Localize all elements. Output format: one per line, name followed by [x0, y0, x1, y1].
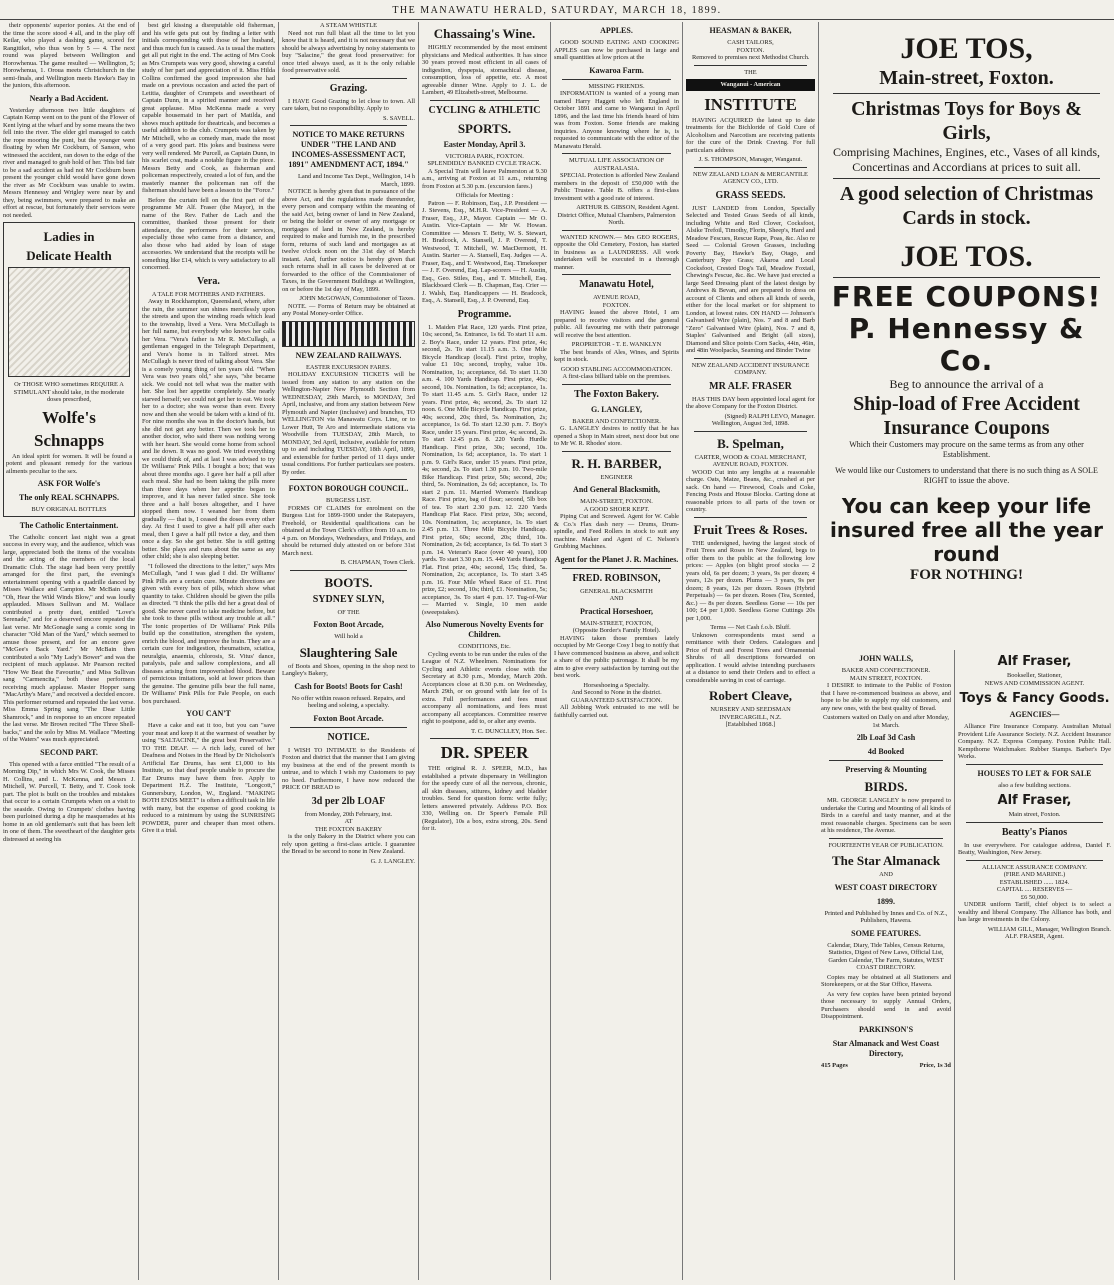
- land-tax-name: JOHN McGOWAN, Commissioner of Taxes.: [299, 295, 415, 302]
- cleave-town: INVERCARGILL, N.Z.: [719, 713, 782, 721]
- barber-trade-2: And General Blacksmith,: [573, 485, 660, 494]
- vera-text: Away in Rockhampton, Queensland, where, after the rain, the summer sun shines mercilessly upon the streets and upon the winding roads which lead to the township, lived a Vera. Vera McCullagh is her full name, but everybody who knows her calls her Vera. "Vera's father is Mr R. McCullagh, a gentleman engaged in the Telegraph Department, and Vera's home is in Talford street. Mrs McCullagh is never tired of talking about Vera. She is a comely young thing of ten years old. "When Vera was two years old," she says, "she became sick. We could not tell what was the matter with her. She lost her appetite completely. She nearly starved herself; we could not get her to eat. We took her to a doctor; she was worse than ever. Every now and then she would be taken with a kind of fit. For nine months she was in the doctor's hands, but she did not get any better. Then we took her to another doctor, who said there was nothing wrong with her heart. She would come home from school and lie down. It was no good. We tried everything we could think of, and at last I was advised to try Dr Williams' Pink Pills. I bought a box; that was about three months ago. I gave her half a pill after each meal. She had no been taking the pills more than three days when her appetite began to improve, and it has never failed since. She took three and a half boxes altogether, and I have stopped them now. I weaned her from them gradually — that is, I ceased the doses every other day. At first I used to give a half pill after each meal, then I gave a half pill twice a day, and then once a day. So she got better. She is still getting better. She plays and runs about the same as any other child; she is also sleeping better.: [142, 298, 275, 560]
- spelman-trade: CARTER, WOOD & COAL MERCHANT,: [694, 453, 807, 461]
- bakery-headline: The Foxton Bakery.: [574, 388, 659, 400]
- programme-headline: Programme.: [457, 308, 512, 320]
- mutual-name: ARTHUR B. GIBSON, Resident Agent.: [576, 204, 679, 211]
- schnapps-bottles: BUY ORIGINAL BOTTLES: [31, 506, 107, 513]
- schnapps-ad-text: Or THOSE WHO sometimes REQUIRE A STIMULANT should take, in the moderate doses prescribed,: [13, 381, 125, 403]
- steam-whistle-headline: A STEAM WHISTLE: [319, 22, 378, 29]
- schnapps-brand-1: Wolfe's: [42, 407, 96, 427]
- joe-tos-street: Main-street, Foxton.: [879, 67, 1054, 89]
- divider: [562, 451, 671, 452]
- institute-name: J. S. THOMPSON, Manager, Wanganui.: [698, 156, 803, 163]
- joe-tos-headline: JOE TOS,: [900, 32, 1033, 65]
- land-tax-note: NOTE. — Forms of Return may be obtained at any Postal Money-order Office.: [282, 302, 415, 317]
- wanted-text: WANTED KNOWN.— Mrs GEO ROGERS, opposite the Old Cemetery, Foxton, has started in business as a LAUNDRESS. All work undertaken will be executed in a thorough manner.: [554, 233, 679, 271]
- divider: [562, 79, 671, 80]
- fruit-headline: Fruit Trees & Roses.: [693, 521, 808, 537]
- spelman-street: AVENUE ROAD, FOXTON.: [712, 461, 789, 468]
- burgess-sub: BURGESS LIST.: [326, 497, 371, 504]
- hotel-brands: The best brands of Ales, Wines, and Spirits kept in stock.: [554, 348, 679, 363]
- nzloan-headline: NEW ZEALAND LOAN & MERCANTILE AGENCY CO., LTD.: [693, 170, 808, 185]
- spelman-text: WOOD Cut into any lengths at a reasonable charge. Oats, Maize, Beans, &c., crushed at per sack. On hand — Firewood, Coals and Coke, Fencing Posts and House Blocks. Carting done at reasonable prices to all parts of the town or country.: [686, 468, 815, 513]
- pages: 415 Pages: [821, 1061, 848, 1069]
- fraser-headline: Alf Fraser,: [997, 654, 1072, 669]
- star-and: AND: [879, 871, 893, 878]
- schnapps-ask: ASK FOR Wolfe's: [37, 479, 101, 488]
- hotel-town: FOXTON.: [602, 301, 631, 309]
- institute-banner: Wanganui - American: [686, 79, 815, 91]
- cleave-trade: NURSERY AND SEEDSMAN: [710, 706, 791, 713]
- bread-name: G. J. LANGLEY.: [370, 857, 415, 865]
- birds-headline: BIRDS.: [864, 779, 908, 794]
- robinson-text: HAVING taken those premises lately occupied by Mr George Cosy I beg to notify that I have commenced business as above, and solicit a share of the public patronage. It shall be my aim to give every satisfaction by turning out the best work.: [554, 634, 679, 679]
- agencies-text: Alliance Fire Insurance Company. Australian Mutual Provident Life Assurance Society. N.Z. Accident Insurance Company. N.Z. Express Company. Foxton Public Hall. Kempthorne Watchmaker. Rubber Stamps. Barber's Dye Works.: [958, 723, 1111, 760]
- heasman-town: FOXTON.: [736, 46, 765, 54]
- alliance-text: UNDER uniform Tariff, chief object is to select a wealthy and liberal Company. The Alliance has both, and has large investments in the Colony.: [958, 901, 1111, 923]
- catholic-continued: best girl kissing a disreputable old fisherman, and his wife gets put out by finding a letter with initials corresponding with those of her husband, and thus much fun is caused. As is usual the matters get all put right in the end. The acting of Mrs Cook as Mrs Crumpets was very good, showing a careful study of her part and appreciation of it. Miss Hilda Collins confirmed the good impression she had made on a previous occasion and acted the part of Letitia, daughter of Crumpets and sweetheart of Captain Dunn, in a spirited manner and received great applause. Miss McKenna made a very capable housemaid in her part of Matilda, and shows much aptitude for theatricals, and becomes a useful addition to the club. Crumpets was taken by Mr Mitchell, who as comedy man, made the most of a very good part. His jokes and business were very well rendered. Mr Purcell, as Captain Dunn, in his scarlet coat, made a notable figure in the piece. Messrs Betty and Cook, as fisherman and policeman respectively, created a lot of fun, and the masterly manner the policeman ran off the fisherman should have been a lesson to the "Force.": [142, 22, 275, 194]
- hotel-headline: Manawatu Hotel,: [579, 279, 654, 290]
- fraser-trade: Bookseller, Stationer,: [1006, 672, 1063, 679]
- boots-note: No offer within reason refused. Repairs, and heeling and soleing, a specialty.: [291, 694, 406, 709]
- second-part-text: This opened with a farce entitled "The result of a Morning Dip," in which Mrs W. Cook, the Misses H. Collins, and L. McKenna, and Messrs J. Mitchell, W. Purcell, T. Betty, and T. Cook took part. The plot is built on the troubles and mistakes that occur to a certain Crumpets when on a visit to the seaside. Owing to Crumpets' clothes having been purloined during a dip he masquerades at his home in an old gentleman's suit that has been left in one of them. The sweetheart of the daughter gets distressed at seeing his: [3, 760, 135, 843]
- divider: [430, 100, 539, 101]
- lady-illustration: [8, 267, 130, 377]
- burgess-name: B. CHAPMAN, Town Clerk.: [340, 559, 415, 566]
- land-tax-text: NOTICE is hereby given that in pursuance of the above Act, and the regulations made thereunder, every person and company within the meaning of the said Act, being owner of land in New Zealand, or being the holder or owner of any mortgage or mortgages of land in New Zealand, is hereby required to make and furnish me, in the prescribed form, returns of such land and mortgages as at twelve o'clock noon on the 31st day of March instant. And, further notice is hereby given that such returns shall in all cases be delivered at or forwarded to the office of the Commissioner of Taxes, in the Government Buildings at Wellington, on or before the 1st day of May, 1899.: [282, 188, 415, 293]
- accident-ins-text: HAS THIS DAY been appointed local agent for the above Company for the Foxton District.: [686, 395, 815, 410]
- beatty-headline: Beatty's Pianos: [1001, 826, 1068, 838]
- grass-seeds-headline: GRASS SEEDS.: [715, 189, 786, 201]
- mutual-text: SPECIAL Protection is afforded New Zealand members in the deposit of £50,000 with the Public Trustee. Table B. offers a first-class investment with a good rate of interest.: [554, 172, 679, 202]
- schnapps-brand-2: Schnapps: [34, 430, 104, 450]
- grazing-headline: Grazing.: [329, 82, 368, 94]
- nzloan-text: JUST LANDED from London, Specially Selected and Tested Grass Seeds of all kinds, including White and Red Clover, Cocksfoot, Alsike Trefoil, Timothy, Florin, Sheep's, Hard and Meadow Fescues, Rescue Rape, Poas, &c. Also re Seed — Colonial Grown Grasses, including Poverty Bay, Hawke's Bay, Otago, and Canterbury Rye Grass; Akaroa and Local Cocksfoot, Crested Dog's Tail, Meadow Foxtail, Chewing's Fescue, &c. &c. We have just erected a large Seed Dressing plant of the latest design by Andrews & Bevan, and are prepared to dress on account of Clients and others all kinds of seeds, either for the local market or for shipment to London, at lowest rates. ON HAND — Johnson's Galvanised Wire (plain), Nos. 7 and 8 and Barb "Zero" Galvanised Wire (plain), Nos. 7 and 8, Staples' Galvanised and Bright (all sizes), Diamond and Slice points Corn Sacks, 44in, 46in, and 48in Woolpacks, Seaming and Binder Twine: [686, 204, 815, 354]
- wine-headline: Chassaing's Wine.: [433, 26, 536, 41]
- divider: [833, 93, 1100, 94]
- officials-text: Patron — F. Robinson, Esq., J.P. President — J. Stevens, Esq., M.H.R. Vice-President — A. Fraser, Esq., J.P., Mayor. Captain — Mr O. Austin. Vice-Captain — Mr W. Howan. Committee — Messrs T. Betty, W. S. Stewart, H. Bradcock, A. Stansell, J. P. Overend, T. Westwood, T. Mitchell, W. MacDermott, H. Austin. Starter — A. Stansell, Esq. Judges — A. Fraser, Esq., and T. Westwood, Esq. Timekeeper — J. F. Overend, Esq. Lap-scorers — H. Austin, Esq., Geo. Stiles, Esq., and T. Mitchell, Esq. Blackboard Clerk — B. Chapman, Esq. Crier — J. Walsh, Esq. Handicappers — H. Bradcock, Esq., A. Stansell, Esq., J. P. Overend, Esq.: [422, 199, 547, 304]
- train-text: A Special Train will leave Palmerston at 9.30 a.m., arriving at Foxton at 11 a.m., returning from Foxton at 5.30 p.m. (excursion fares.): [422, 167, 547, 190]
- toys-headline: Toys & Fancy Goods.: [959, 691, 1110, 706]
- accident-headline: Nearly a Bad Accident.: [29, 93, 109, 103]
- schnapps-ad: [3, 222, 135, 517]
- price-row: [821, 1062, 951, 1070]
- column-7: [818, 650, 954, 1280]
- column-5: [550, 22, 682, 1280]
- you-cant-text: Have a cake and eat it too, but you can "save your meat and keep it at the warmest of weather by using "SALTACINE," the great best Preservative." TO THE DEAF. — A rich lady, cured of her Deafness and Noises in the Head by Dr Nicholson's Artificial Ear Drums, has sent £1,000 to his Institute, so that deaf people unable to procure the Ear Drums may have them free. Apply to Department H.Z. The Institute, "Longcott," Gunnersbury, London, W., England. "MAKING BOTH ENDS MEET" is often a difficult task in life with many, but the expense of good cooking is reduced to a minimum by using the SUNRISING POWDER, purer and cheaper than most others. Give it a trial.: [142, 722, 275, 834]
- institute-headline: INSTITUTE: [704, 94, 797, 114]
- easter-date: Easter Monday, April 3.: [443, 139, 526, 149]
- catholic-text: The Catholic concert last night was a great success in every way, and the audience, which was large, appreciated both the items of the vocalists and the acting of the members of the local Dramatic Club. The stage had been very prettily arranged for the first part, the evening's entertainment opening with a quadrille danced by Misses Wallace and Campion. Mr McBain sang "Oh, Hear the Wild Winds Blow," and was loudly applauded. Misses Sullivan and M. Wallace contributed a pretty duet, entitled "Love's Serenade," and for a deserved encore repeated the last verse. Mr McGonagle sang a comic song in character "Old Man of the Yard," which seemed to amuse those present, and for an encore gave "McGee's Back Yard." Mr McBain then contributed a solo "My Lady's Bower" and was the recipient of much applause. Mr Pearson recited "How We Beat the Favourite," and Miss Sullivan sang "Carmencita," both these performers receiving much applause. Master Hopper sang "MacArthy's Mare," and received a decided encore. This performer returned and repeated the last verse. Miss Emma Spring sang "The Dear Little Shamrock," and in response to an encore repeated the last verse. Mr Brown recited "The Three Shell-backs," and the solo by Miss M. Wallace "Meeting of the Waters" was much appreciated.: [3, 533, 136, 743]
- christmas-toys-text: Comprising Machines, Engines, etc., Vases of all kinds, Concertinas and Accordians at prices to suit all.: [832, 145, 1101, 174]
- robinson-jobbing: All Jobbing Work entrusted to me will be faithfully carried out.: [554, 704, 679, 719]
- fruit-text: THE undersigned, having the largest stock of Fruit Trees and Roses in New Zealand, begs to offer them to the public at the following low prices: — Apples (on blight proof stocks — 2 years old, 6s per dozen; 3 years, 9s per dozen; 4 years, 12s per dozen. Plums — 3 years, 9s per dozen; 8 years, 12s per dozen. Roses (Hybrid Perpetuals) — 6s per dozen. Roses (Tea, Scented, &c.) — 8s per dozen. Seedless Gorse — 10s per 100; £4 per 1,000. Seedless Gorse Cuttings 20s per 1,000.: [686, 539, 815, 622]
- venue: VICTORIA PARK, FOXTON.: [445, 152, 524, 160]
- spelman-headline: B. Spelman,: [717, 435, 784, 451]
- institute-the: THE: [744, 68, 757, 76]
- column-8: [954, 650, 1114, 1280]
- for-nothing: FOR NOTHING!: [910, 567, 1023, 583]
- wide-advertisement: [818, 22, 1114, 647]
- barber-shoer: A GOOD SHOER KEPT.: [583, 505, 650, 513]
- second-part-headline: SECOND PART.: [40, 747, 98, 757]
- boots-cash: Cash for Boots! Boots for Cash!: [294, 681, 403, 691]
- alliance-agent: ALF. FRASER, Agent.: [1005, 933, 1064, 940]
- speer-headline: DR. SPEER: [440, 743, 529, 762]
- copies-text: Copies may be obtained at all Stationers and Storekeepers, or at the Star Office, Hawera.: [821, 973, 951, 988]
- walls-daily: Customers waited on Daily on and after Monday, 1st March.: [823, 714, 949, 729]
- star-year: FOURTEENTH YEAR OF PUBLICATION.: [828, 841, 944, 849]
- accident-ins-signature: (Signed) RALPH LEVO, Manager.: [724, 412, 815, 420]
- divider: [833, 178, 1100, 179]
- hotel-stabling: GOOD STABLING ACCOMMODATION.: [560, 365, 673, 373]
- divider: [430, 738, 539, 739]
- divider: [966, 860, 1103, 861]
- railways-text: HOLIDAY EXCURSION TICKETS will be issued from any station to any station on the Wellington-Napier New Plymouth Section from WEDNESDAY, 29th March, to MONDAY, 3rd April, inclusive, and from any station between New Plymouth and Napier (inclusive) and branches, TO WELLINGTON via Manawatu Coys. Line, or to Lower Hutt, Te Aro and intermediate stations via Woodville from TUESDAY, 28th March, to MONDAY, 3rd April, inclusive, available for return up to and including TUESDAY, 18th April, 1899, and extensible for further period of 11 days under usual conditions. For further particulars see posters. By order.: [282, 371, 415, 476]
- robinson-trade-2: Practical Horseshoer,: [579, 606, 653, 616]
- apples-headline: APPLES.: [600, 26, 633, 35]
- alliance-sub: (FIRE AND MARINE.): [1003, 871, 1066, 878]
- bread-text-2: is the only Bakery in the District where you can rely upon getting a first-class article. I guarantee the Bread to be second to none in New Zealand.: [282, 833, 415, 855]
- programme-text: 1. Maiden Flat Race, 120 yards. First prize, 10s; second, 5s. Entrance, 1s 6d. To start 11 a.m. 2. Boy's Race, under 12 years. First prize, 4s; second, 2s. To start 11.15 a.m. 3. One Mile Bicycle Handicap (local). First prize, trophy, value £1 10s; second, trophy, value 10s. Nomination, 1s; acceptance, 6d. To start 11.30 a.m. 4. 100 Yards Handicap. First prize, 40s; second, 10s. Nomination, 1s 6d; acceptance, 1s. To start 11.45 a.m. 5. Girl's Race, under 12 years. First prize, 4s; second, 2s. To start 12 noon. 6. One Mile Bicycle Handicap. First prize, 40s; second, 20s; third, 5s. Nomination, 2s; acceptance, 1s 6d. To start 12.30 p.m. 7. Boy's Race, under 15 years. First prize, 4s; second, 2s. To start 12.45 p.m. 8. 220 Yards Hurdle Handicap. First prize, 30s; second, 10s. Nomination, 1s 6d; acceptance, 1s. To start 1 p.m. 9. Girl's Race, under 15 years. First prize, 4s; second, 2s. To start 1.30 p.m. 10. Two-mile Bike Handicap. First prize, 50s; second, 20s; third, 5s. Nomination, 2s 6d; acceptance, 1s. To start 2 p.m. 11. Married Women's Handicap Race. First prize, bag of flour; second, 5lb box of tea. To start 2.30 p.m. 12. 220 Yards Handicap Flat Race. First prize, 30s; second, 10s. Nomination, 1s; acceptance, 1s. To start 2.45 p.m. 13. Three Mile Bicycle Handicap. First prize, 60s; second, 20s; third, 10s. Nomination, 2s 6d; acceptance, 1s 6d. To start 3 p.m. 14. Veteran's Race (over 40 years), 100 yards. To start 3.30 p.m. 15. 440 Yards Handicap Flat. First prize, 40s; second, 15s; third, 5s. Nomination, 2s; acceptance, 1s. To start 3.45 p.m. 16. Four Mile Wheel Race of £1. First prize, £2; second, 10s; third, £1. Nomination, 5s; acceptance, 3s. To start 4 p.m. 17. Tug-of-War — Married v. Single, 10 men aside (sweepstakes).: [422, 323, 547, 616]
- star-almanack-footer: Star Almanack and West Coast Directory,: [832, 1038, 940, 1058]
- planet-agent: Agent for the Planet J. R. Machines.: [554, 554, 679, 564]
- track: SPLENDIDLY BANKED CYCLE TRACK.: [427, 160, 542, 167]
- divider: [833, 277, 1100, 278]
- robinson-headline: FRED. ROBINSON,: [572, 572, 661, 584]
- bread-notice-headline: NOTICE.: [327, 731, 370, 743]
- alliance-headline: ALLIANCE ASSURANCE COMPANY.: [982, 863, 1087, 871]
- divider: [562, 230, 671, 231]
- grazing-name: S. SAVELL.: [382, 114, 415, 122]
- mutual-headline: MUTUAL LIFE ASSOCIATION OF AUSTRALASIA.: [568, 157, 665, 172]
- robinson-and: AND: [609, 595, 624, 602]
- robinson-guarantee: GUARANTEED SATISFACTION.: [570, 696, 663, 704]
- column-6: [682, 22, 818, 1280]
- divider: [694, 358, 807, 359]
- bread-at: AT: [344, 818, 353, 825]
- schnapps-ad-title-1: Ladies in: [43, 229, 95, 244]
- features-headline: SOME FEATURES.: [851, 928, 921, 938]
- institute-text: HAVING ACQUIRED the latest up to date treatments for the Bichloride of Gold Cure of Alcoholism and Narcotism are receiving patients for the cure of the Drink Craving. For full particulars address: [686, 116, 815, 154]
- walls-loaf: 2lb Loaf 3d Cash: [856, 733, 916, 742]
- christmas-toys: Christmas Toys for Boys & Girls,: [851, 98, 1082, 144]
- boots-will: Will hold a: [334, 633, 363, 640]
- divider: [829, 838, 943, 839]
- divider: [829, 760, 943, 761]
- mutual-office: District Office, Mutual Chambers, Palmerston North.: [557, 211, 676, 226]
- column-4: [418, 22, 550, 1280]
- novelty-headline: Also Numerous Novelty Events for Children.: [425, 620, 544, 639]
- hotel-billiard: A first-class billiard table on the premises.: [562, 373, 671, 380]
- joe-tos-signature: JOE TOS.: [900, 240, 1033, 273]
- copies-text-2: As very few copies have been printed beyond those necessary to supply Annual Orders, Purchasers should send in and avoid Disappointment.: [821, 990, 951, 1020]
- catholic-closing: Before the curtain fell on the first part of the programme Mr Alf. Fraser (the Mayor), in the name of the Rev. Father de Lach and the committee, thanked those present for their attendance, the performers for their services, especially those who came from a distance, and also those who had aided by loan of stage accessories. We understand that the receipts will be something like £14, which is very satisfactory to all concerned.: [142, 196, 275, 271]
- star-printed: Printed and Published by Innes and Co. of N.Z., Publishers, Hawera.: [824, 909, 948, 924]
- robinson-trade: GENERAL BLACKSMITH: [580, 587, 653, 595]
- divider: [290, 125, 407, 126]
- divider: [694, 167, 807, 168]
- parkinson-headline: PARKINSON'S: [858, 1024, 914, 1034]
- fruit-text-2: Unknown correspondents must send a remittance with their Orders. Catalogues and Price of Fruit and Forest Trees and Ornamental Shrubs of all descriptions forwarded on application. I would advise intending purchasers at a distance to send their Orders and to effect a considerable saving in cost of carriage.: [686, 631, 815, 684]
- alliance-established: ESTABLISHED ...... 1824.: [999, 878, 1070, 886]
- missing-headline: MISSING FRIENDS.: [588, 82, 645, 90]
- wine-text: HIGHLY recommended by the most eminent physicians and Medical authorities. It has since 30 years proved most efficient in all cases of indigestion, dyspepsia, stomachical disease, consumption, loss of appetite, etc. A most agreeable dinner Wine. Apply to J. L. de Lambert, 49 Elizabeth-street, Melbourne.: [422, 44, 547, 96]
- fruit-terms: Terms — Net Cash f.o.b. Bluff.: [710, 624, 791, 631]
- train-icon: [282, 321, 415, 347]
- preserving-headline: Preserving & Mounting: [845, 765, 927, 774]
- conditions-headline: CONDITIONS, Etc.: [458, 643, 511, 650]
- boots-arcade: Foxton Boot Arcade,: [313, 620, 384, 629]
- bread-notice-text: I WISH TO INTIMATE to the Residents of Foxton and district that the manner that I am giving my business at the end of the present month is untrue, and to which I wish my Customers to pay no heed. Furthermore, I have now reduced the PRICE OF BREAD to: [282, 746, 415, 791]
- cleave-headline: Robert Cleave,: [708, 688, 793, 703]
- burgess-text: FORMS OF CLAIMS for enrolment on the Burgess List for 1899-1900 under the Ratepayers, Freehold, or Residential qualifications can be obtained at the Town Clerk's office from 10 a.m. to 4 p.m. on Mondays, Wednesdays, and Fridays, and should be returned duly attested on or before 31st March next.: [282, 504, 415, 557]
- divider: [562, 384, 671, 385]
- robinson-opposite: (Opposite Border's Family Hotel).: [572, 627, 661, 634]
- walls-street: MAIN STREET, FOXTON.: [849, 674, 923, 682]
- boots-arcade-2: Foxton Boot Arcade.: [313, 713, 384, 723]
- divider: [290, 727, 407, 728]
- beatty-text: In use everywhere. For catalogue address, Daniel F. Beatty, Washington, New Jersey.: [958, 841, 1111, 856]
- barber-headline: R. H. BARBER,: [571, 455, 662, 471]
- fraser-headline-2: Alf Fraser,: [997, 793, 1072, 808]
- apples-text: GOOD SOUND EATING AND COOKING APPLES can now be purchased in large and small quantities at low prices at the: [554, 39, 679, 61]
- birds-text: MR. GEORGE LANGLEY is now prepared to undertake the Curing and Mounting of all kinds of Birds in a careful and tasty manner, and at the most reasonable charges. Specimens can be seen at his residence, The Avenue.: [821, 797, 951, 834]
- column-2: [138, 22, 278, 1280]
- you-cant-headline: YOU CAN'T: [186, 709, 231, 718]
- bread-price: 3d per 2lb LOAF: [311, 795, 386, 807]
- walls-trade: BAKER AND CONFECTIONER.: [841, 667, 931, 674]
- cleave-established: [Established 1868.]: [725, 721, 776, 728]
- houses-headline: HOUSES TO LET & FOR SALE: [977, 768, 1092, 778]
- which-text: Which their Customers may procure on the same terms as from any other Establishment.: [849, 440, 1084, 459]
- hennessy-headline: P. Hennessy & Co.: [848, 312, 1085, 377]
- star-headline: The Star Almanack: [831, 853, 941, 868]
- boots-sale: Slaughtering Sale: [299, 644, 398, 660]
- robinson-notice: And Second to None in the district.: [571, 689, 662, 696]
- hennessy-announce: Beg to announce the arrival of a: [889, 377, 1044, 391]
- features-text: Calendar, Diary, Tide Tables, Census Returns, Statistics, Digest of New Laws, Official List, Garden Calendar, The Farm, Statutes, WEST COAST DIRECTORY.: [827, 941, 945, 971]
- robinson-special: Horseshoeing a Specialty.: [583, 681, 650, 689]
- cycling-headline: CYCLING & ATHLETIC: [428, 104, 541, 116]
- alliance-name: WILLIAM GILL, Manager, Wellington Branch.: [987, 925, 1111, 933]
- divider: [694, 517, 807, 518]
- bakery-text: G. LANGLEY desires to notify that he has opened a Shop in Main street, next door but one to Mr W. R. Rhodes' store.: [554, 425, 679, 447]
- hotel-text: HAVING leased the above Hotel, I am prepared to receive visitors and the general public. All favouring me with their patronage will receive the best attention.: [554, 309, 679, 339]
- divider: [562, 568, 671, 569]
- divider: [694, 431, 807, 432]
- star-directory: WEST COAST DIRECTORY: [834, 882, 938, 892]
- christmas-cards: A good selection of Christmas Cards in stock.: [839, 183, 1094, 229]
- divider: [562, 153, 671, 154]
- grazing-text: I HAVE Good Grazing to let close to town. All care taken, but no responsibility. Apply to: [282, 97, 415, 112]
- barber-street: MAIN-STREET, FOXTON.: [580, 498, 653, 505]
- robinson-street: MAIN-STREET, FOXTON,: [580, 619, 653, 627]
- boots-name: SYDNEY SLYN,: [312, 593, 385, 605]
- railways-headline: NEW ZEALAND RAILWAYS.: [295, 350, 402, 360]
- vera-text-2: "I followed the directions to the letter," says Mrs McCullagh, "and I was glad I did. Dr Williams' Pink Pills are a certain cure. Minute directions are given with every box of pills, which show what quantity to take. Children should be given the pills as directed. "I think the pills did her a great deal of good. She never cared to take medicine before, but she took to these pills without any trouble at all." The tonic properties of Dr Williams' Pink Pills build up the constitution, strengthen the system, enrich the blood, and improve the brain. They are a certain cure for indigestion, rheumatism, sciatica, neuralgia, anaemia, chlorosis, St. Vitus' dance, paralysis, pale and sallow complexions, and all diseases arising from impoverished blood. Beware of pernicious imitations, sold at lower prices than the genuine. The genuine pills bear the full name, Dr Williams' Pink Pills for Pale People, on each box purchased.: [142, 562, 275, 705]
- sport-text: their opponents' superior ponies. At the end of the time the score stood 4 all, and in the play off Keilar, who played a dashing game, scored for Rangitikei, who thus won by 5 — 4. The next round was played between Wellington and Horowhenua. The game resulted — Wellington, 5; Horowhenua, 1. Oroua meets Christchurch in the semi-finals, and Wellington meets Hawke's Bay in the juniors, this afternoon.: [3, 22, 135, 89]
- walls-booked: 4d Booked: [867, 747, 905, 756]
- masthead: THE MANAWATU HERALD, SATURDAY, MARCH 18, 1899.: [0, 0, 1114, 20]
- railways-sub: EASTER EXCURSION FARES.: [306, 363, 391, 371]
- land-tax-place: Land and Income Tax Dept., Wellington, 14 h March, 1899.: [297, 173, 415, 188]
- column-3: [278, 22, 418, 1280]
- fraser-news: NEWS AND COMMISSION AGENT.: [984, 679, 1085, 687]
- alliance-amount: £6 50,000.: [1020, 893, 1049, 901]
- schnapps-ad-body: An ideal spirit for women. It will be found a potent and pleasant remedy for the various ailments peculiar to the sex.: [6, 452, 132, 475]
- boots-headline: BOOTS.: [324, 574, 373, 590]
- boots-text: of Boots and Shoes, opening in the shop next to Langley's Bakery,: [282, 662, 415, 677]
- accident-ins-agent: MR ALF. FRASER: [709, 380, 792, 392]
- speer-text: THE original R. J. SPEER, M.D., has established a private dispensary in Wellington for the speedy cure of all the nervous, chronic, all skin diseases, stitures, kidney and bladder troubles. Send for question form: write fully; letters answered privately. Address P.O. Box 330, Welling on. Dr Speer's Female Pill (Regulator), 10s a box, extra strong, 20s. Send for it.: [422, 765, 547, 832]
- accident-text: Yesterday afternoon two little daughters of Captain Kemp went on to the punt of the Flower of Kent lying at the wharf and by some means the two fell into the river. The elder girl managed to catch the rope mooring the punt, but the younger went floating by when Mr Cockburn, of Sanson, who witnessed the accident, ran down to the edge of the river and managed to grab hold of her. This bid fair to be a sad accident as had not Mr Cockburn been present the younger child would have gone down the river as Mr Cockburn was unable to swim. Messrs Hennessy and Wrigley were near by and they, being swimmers, were prepared to make an effort at rescue, but fortunately their services were not needed.: [3, 106, 135, 219]
- vera-subheadline: A TALE FOR MOTHERS AND FATHERS.: [151, 290, 266, 298]
- divider: [290, 78, 407, 79]
- divider: [694, 65, 807, 66]
- houses-text: also a few building sections.: [998, 781, 1071, 789]
- agencies-headline: AGENCIES—: [1009, 710, 1060, 719]
- ship-load-headline: Ship-load of Free Accident Insurance Coupons: [853, 393, 1080, 439]
- heasman-headline: HEASMAN & BAKER,: [709, 26, 792, 35]
- hotel-street: AVENUE ROAD,: [593, 294, 640, 301]
- walls-text: I DESIRE to intimate to the Public of Foxton that I have re-commenced business as above, and hope to be able to supply my old customers, and any new ones, with the best quality of Bread.: [821, 682, 951, 712]
- catholic-headline: The Catholic Entertainment.: [19, 520, 119, 530]
- divider: [966, 764, 1103, 765]
- officials-headline: Officials for Meeting :: [455, 192, 514, 199]
- bread-bakery: THE FOXTON BAKERY: [314, 825, 383, 833]
- alliance-capital: CAPITAL .... RESERVES —: [996, 886, 1073, 893]
- divider: [966, 822, 1103, 823]
- steam-whistle-text: Need not run full blast all the time to let you know that it is heard, and it is not necessary that we should be always advertising by noisy statements to buy "Salacine," the great food preservative: for once tried always used, as it is the only reliable food preservative sold.: [282, 29, 415, 74]
- barber-text: Piping Cut and Screwed. Agent for W. Cable & Co.'s Flax dash nery — Drums, Drum-spindle, and Feed Rollers in stock to suit any machine. Maker and Agent of C. Nelson's Grubbing Machines.: [554, 513, 679, 550]
- column-1: [0, 22, 138, 1280]
- schnapps-only: The only REAL SCHNAPPS.: [18, 493, 120, 502]
- divider: [290, 479, 407, 480]
- missing-text: INFORMATION is wanted of a young man named Harry Haggett who left England in October 1891 and came to Wanganui in April 1896, and the last time his friends heard of him was from Foxton. Some friends are making inquiries. Anyone knowing where he is, is requested to communicate with the editor of the Manawatu Herald.: [554, 90, 679, 150]
- heasman-trade: CASH TAILORS,: [727, 39, 774, 46]
- fraser-street: Main street, Foxton.: [1008, 811, 1061, 818]
- keep-insured-headline: You can keep your life insured free all the year round: [829, 494, 1104, 566]
- hotel-proprietor: PROPRIETOR - T. E. WANKLYN: [571, 341, 662, 348]
- land-tax-headline: NOTICE TO MAKE RETURNS UNDER "THE LAND AND INCOMES-ASSESSMENT ACT, 1891" AMENDMENT ACT, 1894.": [288, 130, 409, 169]
- divider: [290, 570, 407, 571]
- divider: [562, 274, 671, 275]
- vera-headline: Vera.: [197, 275, 220, 287]
- conditions-text: Cycling events to be run under the rules of the League of N.Z. Wheelmen. Nominations for Cycling and Athletic events close with the Secretary at 8.30 p.m., Monday, March 20th. Acceptances close at 8.30 p.m. on Wednesday, March 29th, or on ground with late fee of 1s extra. Full performances and fees must accompany all nominations, and fees must accompany all acceptances. Committee reserve right to postpone, add to, or alter any events.: [422, 650, 547, 725]
- heasman-text: Removed to premises next Methodist Church.: [692, 54, 810, 61]
- bakery-trade: BAKER AND CONFECTIONER.: [572, 417, 661, 425]
- understand-text: We would like our Customers to understand that there is no such thing as A SOLE RIGHT to issue the above.: [835, 466, 1098, 485]
- boots-of: OF THE: [337, 608, 360, 616]
- burgess-headline: FOXTON BOROUGH COUNCIL.: [288, 484, 409, 493]
- barber-trade: ENGINEER: [600, 473, 633, 481]
- schnapps-ad-title-2: Delicate Health: [26, 248, 112, 263]
- conditions-name: T. C. DUNCLLEY, Hon. Sec.: [471, 727, 547, 735]
- price: Price, 1s 3d: [919, 1061, 951, 1069]
- apples-farm: Kawaroa Farm.: [589, 65, 644, 75]
- bakery-name: G. LANGLEY,: [590, 404, 643, 414]
- star-date: 1899.: [877, 896, 895, 906]
- accident-ins-headline: NEW ZEALAND ACCIDENT INSURANCE COMPANY.: [691, 361, 810, 376]
- cycling-headline-2: SPORTS.: [457, 120, 512, 136]
- accident-ins-date: Wellington, August 3rd, 1898.: [711, 420, 790, 427]
- free-coupons-headline: FREE COUPONS!: [831, 280, 1102, 313]
- walls-headline: JOHN WALLS,: [858, 654, 914, 663]
- bread-from: from Monday, 20th February, inst.: [304, 810, 393, 818]
